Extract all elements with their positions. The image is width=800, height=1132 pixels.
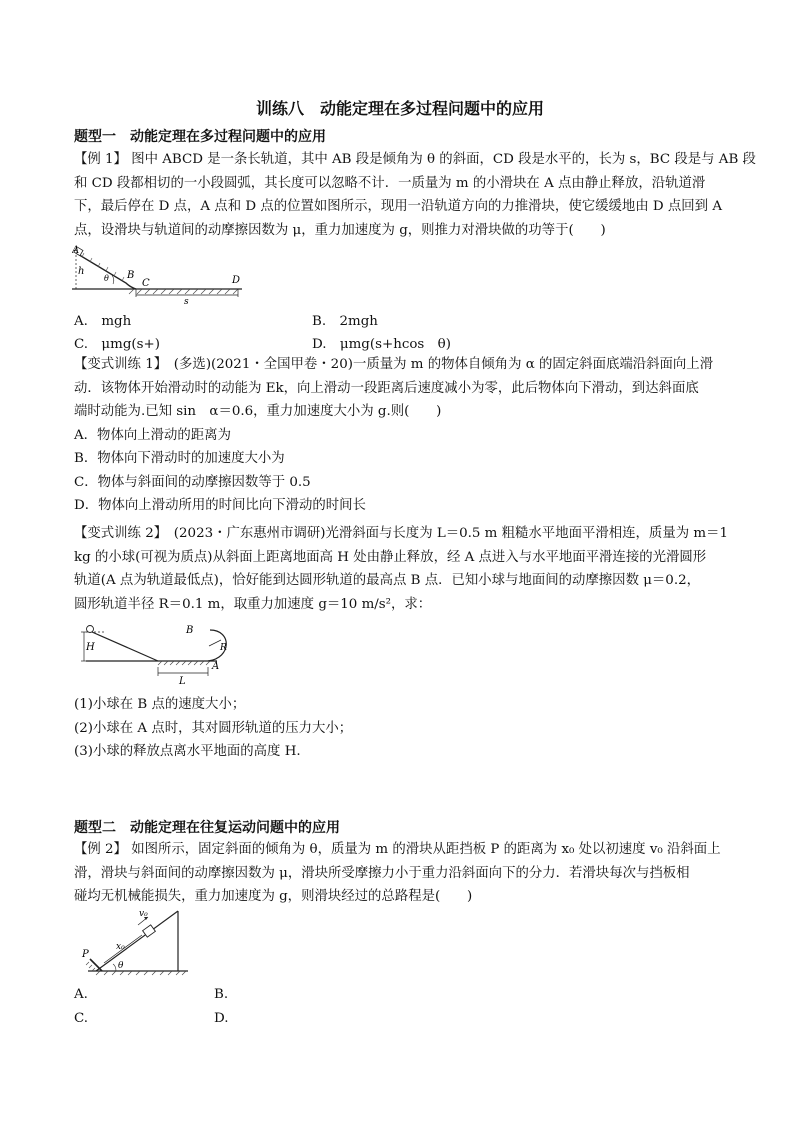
variant-1-option: A．物体向上滑动的距离为 bbox=[74, 427, 231, 443]
label-theta: θ bbox=[118, 961, 124, 971]
text-line: kg 的小球(可视为质点)从斜面上距离地面高 H 处由静止释放，经 A 点进入与水平地面平滑连接的光滑圆形 bbox=[74, 549, 707, 565]
variant-2-figure bbox=[72, 620, 242, 688]
label-b: B bbox=[186, 625, 194, 636]
variant-2-questions bbox=[74, 693, 734, 764]
text-line: 端时动能为.已知 sin α＝0.6，重力加速度大小为 g.则( ) bbox=[74, 404, 442, 419]
variant-2-text bbox=[74, 522, 734, 616]
label-c: C bbox=[142, 278, 150, 289]
example-1-figure bbox=[72, 245, 252, 305]
label-b: B bbox=[127, 270, 135, 281]
example-2-text bbox=[74, 838, 734, 909]
label-theta: θ bbox=[104, 274, 109, 283]
question-item: (3)小球的释放点离水平地面的高度 H. bbox=[74, 744, 301, 759]
text-line: 圆形轨道半径 R＝0.1 m，取重力加速度 g＝10 m/s²，求： bbox=[74, 596, 432, 612]
text-line: 轨道(A 点为轨道最低点)，恰好能到达圆形轨道的最高点 B 点．已知小球与地面间的动摩擦因数 μ＝0.2， bbox=[74, 573, 700, 588]
example-1-option-b: B. 2mgh bbox=[312, 314, 378, 329]
variant-1-option: B．物体向下滑动时的加速度大小为 bbox=[74, 451, 285, 466]
variant-1-text bbox=[74, 353, 734, 518]
label-a: A bbox=[212, 661, 220, 672]
example-2-option-b: B. bbox=[214, 987, 229, 1002]
label-a: A bbox=[72, 245, 80, 256]
label-x0: x₀ bbox=[116, 942, 125, 952]
text-line: 【例 1】 图中 ABCD 是一条长轨道，其中 AB 段是倾角为 θ 的斜面，CD 段是水平的，长为 s，BC 段是与 AB 段 bbox=[74, 152, 756, 167]
text-line: 和 CD 段都相切的一小段圆弧，其长度可以忽略不计．一质量为 m 的小滑块在 A 点由静止释放，沿轨道滑 bbox=[74, 175, 706, 191]
label-h-height: H bbox=[86, 642, 95, 653]
example-2-option-d: D. bbox=[214, 1011, 229, 1026]
label-s: s bbox=[184, 297, 189, 305]
example-2-figure bbox=[78, 905, 198, 977]
example-1-text bbox=[74, 148, 756, 242]
text-line: 【例 2】 如图所示，固定斜面的倾角为 θ，质量为 m 的滑块从距挡板 P 的距离为 x₀ 处以初速度 v₀ 沿斜面上 bbox=[74, 842, 721, 857]
text-line: 下，最后停在 D 点，A 点和 D 点的位置如图所示，现用一沿轨道方向的力推滑块，使它缓缓地由 D 点回到 A bbox=[74, 199, 723, 214]
text-line: 【变式训练 2】 (2023・广东惠州市调研)光滑斜面与长度为 L＝0.5 m 粗糙水平地面平滑相连，质量为 m＝1 bbox=[74, 526, 728, 541]
section-heading-1: 题型一 动能定理在多过程问题中的应用 bbox=[74, 129, 326, 145]
label-v0: v₀ bbox=[139, 909, 148, 919]
example-2-option-c: C. bbox=[74, 1011, 89, 1026]
text-line: 动．该物体开始滑动时的动能为 Ek，向上滑动一段距离后速度减小为零，此后物体向下滑动，到达斜面底 bbox=[74, 380, 699, 396]
question-item: (1)小球在 B 点的速度大小； bbox=[74, 697, 246, 712]
label-r: R bbox=[220, 643, 227, 653]
section-heading-2: 题型二 动能定理在往复运动问题中的应用 bbox=[74, 820, 340, 836]
text-line: 碰均无机械能损失，重力加速度为 g，则滑块经过的总路程是( ) bbox=[74, 889, 473, 904]
text-line: 滑，滑块与斜面间的动摩擦因数为 μ，滑块所受摩擦力小于重力沿斜面向下的分力．若滑块每次与挡板相 bbox=[74, 865, 690, 881]
text-line: 【变式训练 1】 (多选)(2021・全国甲卷・20)一质量为 m 的物体自倾角为 α 的固定斜面底端沿斜面向上滑 bbox=[74, 357, 714, 372]
variant-1-option: D．物体向上滑动所用的时间比向下滑动的时间长 bbox=[74, 498, 366, 513]
example-2-option-a: A. bbox=[74, 987, 88, 1002]
example-1-option-a: A. mgh bbox=[74, 314, 132, 329]
label-l: L bbox=[179, 676, 186, 687]
label-p: P bbox=[82, 949, 89, 960]
label-d: D bbox=[232, 275, 241, 286]
text-line: 点，设滑块与轨道间的动摩擦因数为 μ，重力加速度为 g，则推力对滑块做的功等于( ) bbox=[74, 222, 606, 238]
example-1-option-d: D. μmg(s+hcos θ) bbox=[312, 337, 451, 352]
question-item: (2)小球在 A 点时，其对圆形轨道的压力大小； bbox=[74, 720, 353, 736]
example-1-option-c: C. μmg(s+) bbox=[74, 337, 160, 352]
variant-1-option: C．物体与斜面间的动摩擦因数等于 0.5 bbox=[74, 474, 311, 490]
label-h: h bbox=[78, 266, 85, 277]
page-title: 训练八 动能定理在多过程问题中的应用 bbox=[255, 99, 544, 118]
